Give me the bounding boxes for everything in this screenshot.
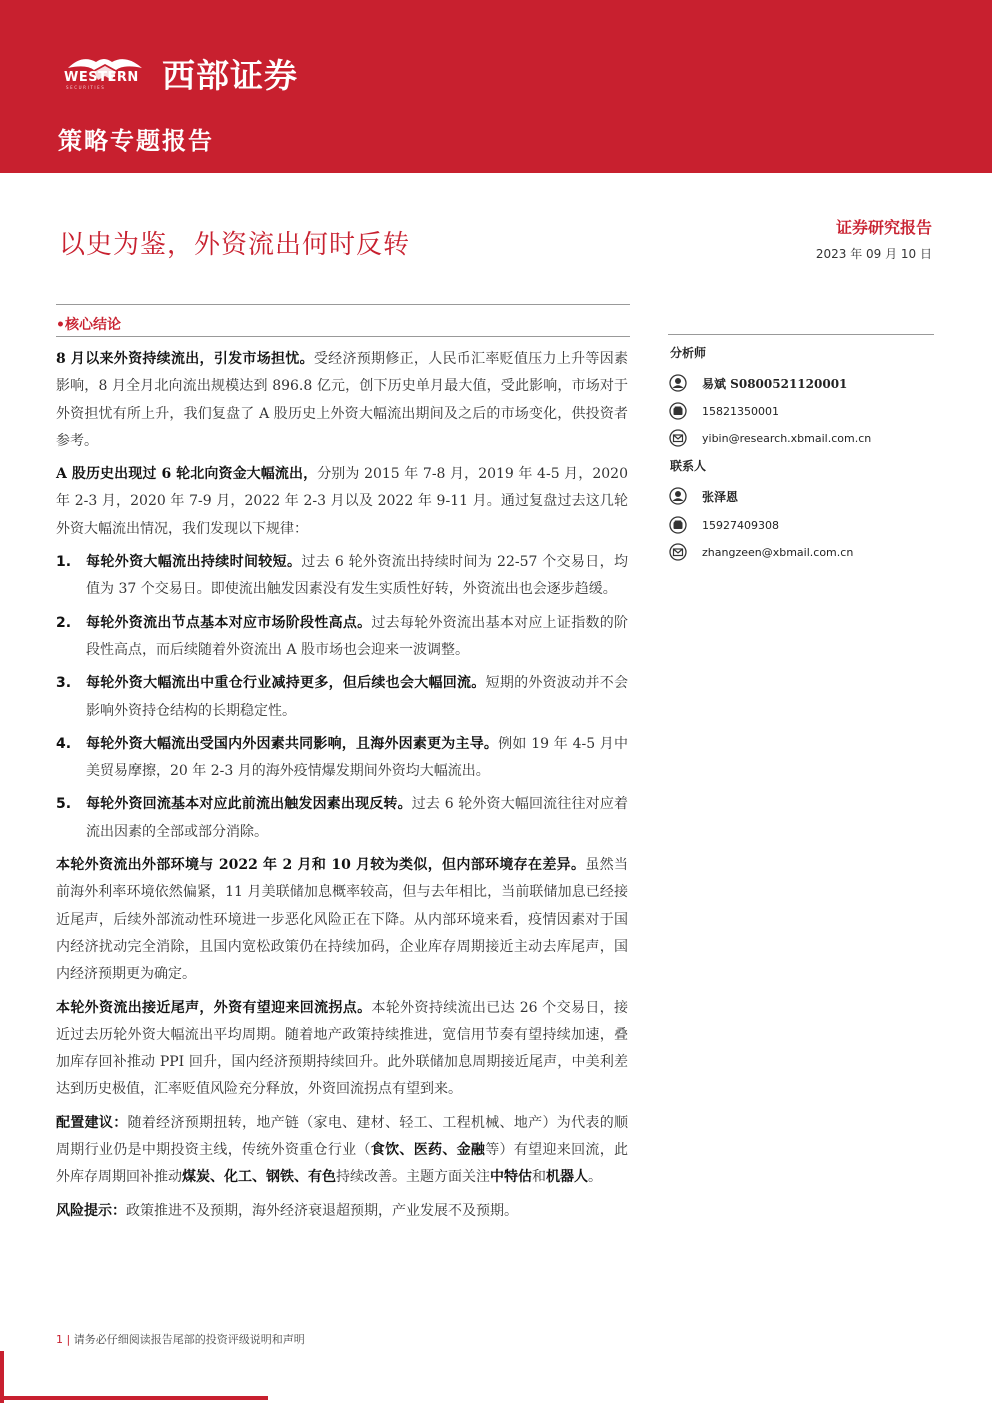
logo-english-sub: SECURITIES	[66, 85, 106, 90]
paragraph-text: 受经济预期修正，人民币汇率贬值压力上升等因素影响，8 月全月北向流出规模达到 896.8 亿元，创下历史单月最大值，受此影响，市场对于外资担忧有所上升，我们复盘了 A 股历史上外资大幅流出期间及之后的市场变化，供投资者参考。	[56, 351, 628, 449]
main-content	[56, 346, 628, 1231]
paragraph-lead: A 股历史出现过 6 轮北向资金大幅流出，	[56, 466, 318, 483]
risk-text: 政策推进不及预期，海外经济衰退超预期，产业发展不及预期。	[126, 1202, 518, 1219]
list-number: 2.	[56, 614, 72, 631]
paragraph-text: 分别为 2015 年 7-8 月，2019 年 4-5 月，2020 年 2-3 月，2020 年 7-9 月，2022 年 2-3 月以及 2022 年 9-11 月。通过复盘过去这几轮外资大幅流出情况，我们发现以下规律：	[56, 466, 628, 537]
divider	[56, 304, 630, 305]
contact-name: 张泽恩	[702, 489, 739, 504]
list-item	[56, 549, 628, 604]
risk-label: 风险提示：	[56, 1202, 126, 1219]
paragraph	[56, 346, 628, 455]
analyst-heading: 分析师	[670, 346, 707, 360]
list-item-lead: 每轮外资大幅流出中重仓行业减持更多，但后续也会大幅回流。	[86, 675, 486, 692]
paragraph	[56, 995, 628, 1104]
advice-highlight: 煤炭、化工、钢铁、有色	[182, 1169, 336, 1186]
contact-phone: 15927409308	[702, 518, 779, 532]
phone-icon	[668, 515, 688, 535]
person-icon	[668, 486, 688, 506]
report-title: 以史为鉴，外资流出何时反转	[59, 230, 411, 260]
advice-text: 持续改善。主题方面关注	[336, 1169, 490, 1186]
advice-text: 随着经济预期扭转，地产链（家电、建材、轻工、工程机械、地产）为代表的顺周期行业仍是中期投资主线，传统外资重仓行业（	[56, 1114, 629, 1159]
list-number: 1.	[56, 554, 72, 571]
report-category: 证券研究报告	[835, 218, 932, 237]
list-item-lead: 每轮外资大幅流出持续时间较短。	[86, 554, 302, 571]
paragraph-text: 虽然当前海外利率环境依然偏紧，11 月美联储加息概率较高，但与去年相比，当前联储加息已经接近尾声，后续外部流动性环境进一步恶化风险正在下降。从内部环境来看，疫情因素对于国内经济扰动完全消除，且国内宽松政策仍在持续加码，企业库存周期接近主动去库尾声，国内经济预期更为确定。	[56, 857, 629, 983]
advice-highlight: 食饮、医药、金融	[370, 1142, 486, 1159]
email-icon	[668, 542, 688, 562]
contact-email-row	[668, 541, 853, 563]
corner-mark	[0, 1396, 268, 1400]
section-title: •核心结论	[56, 317, 121, 333]
analyst-name-row	[668, 372, 847, 394]
advice-text: 和	[532, 1169, 546, 1186]
header-banner	[0, 0, 992, 173]
analyst-phone-row	[668, 400, 779, 422]
phone-icon	[668, 401, 688, 421]
logo-english: WESTERN	[64, 70, 139, 85]
list-number: 3.	[56, 675, 72, 692]
footer-separator: |	[66, 1333, 71, 1346]
advice-label: 配置建议：	[56, 1114, 128, 1131]
person-icon	[668, 373, 688, 393]
paragraph	[56, 852, 628, 988]
paragraph	[56, 461, 628, 543]
list-item-lead: 每轮外资流出节点基本对应市场阶段性高点。	[86, 614, 372, 631]
list-item-text: 例如 19 年 4-5 月中美贸易摩擦，20 年 2-3 月的海外疫情爆发期间外资均大幅流出。	[86, 735, 628, 780]
paragraph-lead: 本轮外资流出外部环境与 2022 年 2 月和 10 月较为类似，但内部环境存在差异。	[56, 857, 586, 874]
list-number: 5.	[56, 796, 72, 813]
footer	[56, 1331, 305, 1347]
advice-text: 等）有望迎来回流，此外库存周期回补推动	[56, 1142, 629, 1186]
email-icon	[668, 428, 688, 448]
divider	[56, 336, 630, 337]
list-item	[56, 731, 628, 786]
list-item-lead: 每轮外资大幅流出受国内外因素共同影响，且海外因素更为主导。	[86, 735, 499, 752]
analyst-email-row	[668, 427, 871, 449]
report-date: 2023 年 09 月 10 日	[815, 247, 932, 261]
analyst-name: 易斌 S0800521120001	[702, 376, 848, 391]
list-item-text: 过去 6 轮外资大幅回流往往对应着流出因素的全部或部分消除。	[86, 796, 628, 840]
analyst-phone: 15821350001	[702, 404, 779, 418]
logo-chinese: 西部证券	[162, 56, 298, 95]
list-number: 4.	[56, 735, 72, 752]
list-item	[56, 670, 628, 725]
contact-name-row	[668, 485, 738, 507]
advice-highlight: 机器人	[546, 1169, 588, 1186]
sidebar-divider	[668, 334, 934, 335]
paragraph-lead: 本轮外资流出接近尾声，外资有望迎来回流拐点。	[56, 999, 372, 1016]
list-item-lead: 每轮外资回流基本对应此前流出触发因素出现反转。	[86, 796, 412, 813]
paragraph-lead: 8 月以来外资持续流出，引发市场担忧。	[56, 351, 314, 367]
analyst-email[interactable]: yibin@research.xbmail.com.cn	[702, 431, 872, 445]
allocation-advice	[56, 1110, 628, 1192]
advice-highlight: 中特估	[490, 1169, 532, 1186]
list-item	[56, 610, 628, 665]
paragraph-text: 本轮外资持续流出已达 26 个交易日，接近过去历轮外资大幅流出平均周期。随着地产政策持续推进，宽信用节奏有望持续加速，叠加库存回补推动 PPI 回升，国内经济预期持续回升。此外联储加息周期接近尾声，中美利差达到历史极值，汇率贬值风险充分释放，外资回流拐点有望到来。	[56, 999, 629, 1098]
contact-email[interactable]: zhangzeen@xbmail.com.cn	[702, 545, 854, 559]
risk-warning	[56, 1198, 628, 1225]
page-number: 1	[56, 1333, 63, 1346]
list-item-text: 过去每轮外资流出基本对应上证指数的阶段性高点，而后续随着外资流出 A 股市场也会迎来一波调整。	[86, 614, 628, 658]
footer-disclaimer: 请务必仔细阅读报告尾部的投资评级说明和声明	[73, 1333, 305, 1346]
report-type: 策略专题报告	[58, 126, 214, 155]
list-item-text: 过去 6 轮外资流出持续时间为 22-57 个交易日，均值为 37 个交易日。即使流出触发因素没有发生实质性好转，外资流出也会逐步趋缓。	[86, 554, 628, 598]
advice-text: 。	[588, 1169, 602, 1186]
contact-phone-row	[668, 514, 779, 536]
contact-heading: 联系人	[670, 459, 707, 473]
list-item-text: 短期的外资波动并不会影响外资持仓结构的长期稳定性。	[86, 675, 629, 719]
list-item	[56, 791, 628, 846]
